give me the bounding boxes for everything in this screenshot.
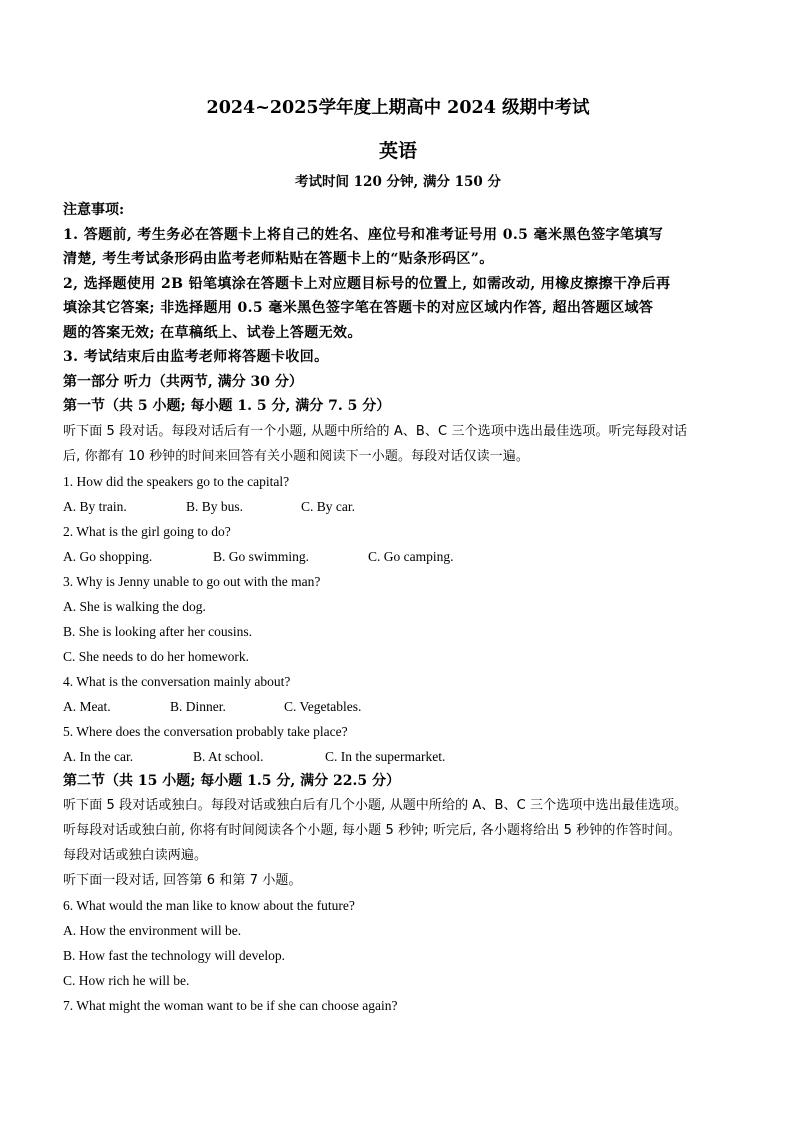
notice-item-3: 3. 考试结束后由监考老师将答题卡收回。 <box>63 349 329 365</box>
question-1-stem: 1. How did the speakers go to the capital? <box>63 473 290 489</box>
question-2-option-c: C. Go camping. <box>368 548 454 564</box>
notice-item-2-line-2: 填涂其它答案; 非选择题用 0.5 毫米黑色签字笔在答题卡的对应区域内作答, 超出答题区域答 <box>63 300 654 316</box>
notice-item-1-line-1: 1. 答题前, 考生务必在答题卡上将自己的姓名、座位号和准考证号用 0.5 毫米黑色签字笔填写 <box>63 226 664 243</box>
section-2-instructions-line-2: 听每段对话或独白前, 你将有时间阅读各个小题, 每小题 5 秒钟; 听完后, 各小题将给出 5 秒钟的作答时间。 <box>63 823 681 838</box>
question-6-stem: 6. What would the man like to know about the future? <box>63 898 355 913</box>
section-1-instructions-line-1: 听下面 5 段对话。每段对话后有一个小题, 从题中所给的 A、B、C 三个选项中选出最佳选项。听完每段对话 <box>63 423 688 439</box>
question-5-options <box>63 744 733 769</box>
question-2-stem: 2. What is the girl going to do? <box>63 523 231 539</box>
question-5-option-b: B. At school. <box>193 748 264 764</box>
question-1-options <box>63 494 733 519</box>
section-2-heading: 第二节（共 15 小题; 每小题 1.5 分, 满分 22.5 分） <box>63 772 400 789</box>
notice-item-2-line-3: 题的答案无效; 在草稿纸上、试卷上答题无效。 <box>63 324 362 341</box>
question-6-option-b: B. How fast the technology will develop. <box>63 948 285 963</box>
question-4-option-b: B. Dinner. <box>170 698 226 714</box>
dialog-intro: 听下面一段对话, 回答第 6 和第 7 小题。 <box>63 873 302 888</box>
exam-time-info: 考试时间 120 分钟, 满分 150 分 <box>294 174 502 190</box>
question-5-option-a: A. In the car. <box>63 748 134 764</box>
notice-heading: 注意事项: <box>63 202 125 218</box>
question-5-stem: 5. Where does the conversation probably take place? <box>63 723 348 739</box>
question-3-option-a: A. She is walking the dog. <box>63 598 206 614</box>
question-5-option-c: C. In the supermarket. <box>325 748 446 764</box>
part-1-heading: 第一部分 听力（共两节, 满分 30 分） <box>63 373 303 390</box>
question-4-options <box>63 694 733 719</box>
question-3-option-b: B. She is looking after her cousins. <box>63 623 252 639</box>
section-1-heading: 第一节（共 5 小题; 每小题 1. 5 分, 满分 7. 5 分） <box>63 398 391 414</box>
question-2-option-b: B. Go swimming. <box>213 548 310 564</box>
section-1-instructions-line-2: 后, 你都有 10 秒钟的时间来回答有关小题和阅读下一小题。每段对话仅读一遍。 <box>63 448 529 464</box>
exam-title: 2024~2025学年度上期高中 2024 级期中考试 <box>206 98 590 118</box>
exam-subject: 英语 <box>378 140 417 162</box>
section-2-instructions-line-3: 每段对话或独白读两遍。 <box>63 848 208 863</box>
question-1-option-c: C. By car. <box>301 498 355 514</box>
question-7-stem: 7. What might the woman want to be if she can choose again? <box>63 998 398 1013</box>
question-1-option-b: B. By bus. <box>186 498 244 514</box>
question-4-option-c: C. Vegetables. <box>284 698 362 714</box>
question-2-options <box>63 544 733 569</box>
question-3-option-c: C. She needs to do her homework. <box>63 648 249 664</box>
question-4-option-a: A. Meat. <box>63 698 111 714</box>
question-1-option-a: A. By train. <box>63 498 127 514</box>
question-2-option-a: A. Go shopping. <box>63 548 153 564</box>
section-2-instructions-line-1: 听下面 5 段对话或独白。每段对话或独白后有几个小题, 从题中所给的 A、B、C 三个选项中选出最佳选项。 <box>63 798 688 813</box>
question-6-option-c: C. How rich he will be. <box>63 973 190 988</box>
question-6-option-a: A. How the environment will be. <box>63 923 242 938</box>
notice-item-2-line-1: 2, 选择题使用 2B 铅笔填涂在答题卡上对应题目标号的位置上, 如需改动, 用橡皮擦擦干净后再 <box>63 275 671 292</box>
question-3-stem: 3. Why is Jenny unable to go out with the man? <box>63 573 321 589</box>
question-4-stem: 4. What is the conversation mainly about? <box>63 673 291 689</box>
exam-content <box>63 198 733 1018</box>
notice-item-1-line-2: 清楚, 考生考试条形码由监考老师粘贴在答题卡上的“贴条形码区”。 <box>63 251 494 267</box>
